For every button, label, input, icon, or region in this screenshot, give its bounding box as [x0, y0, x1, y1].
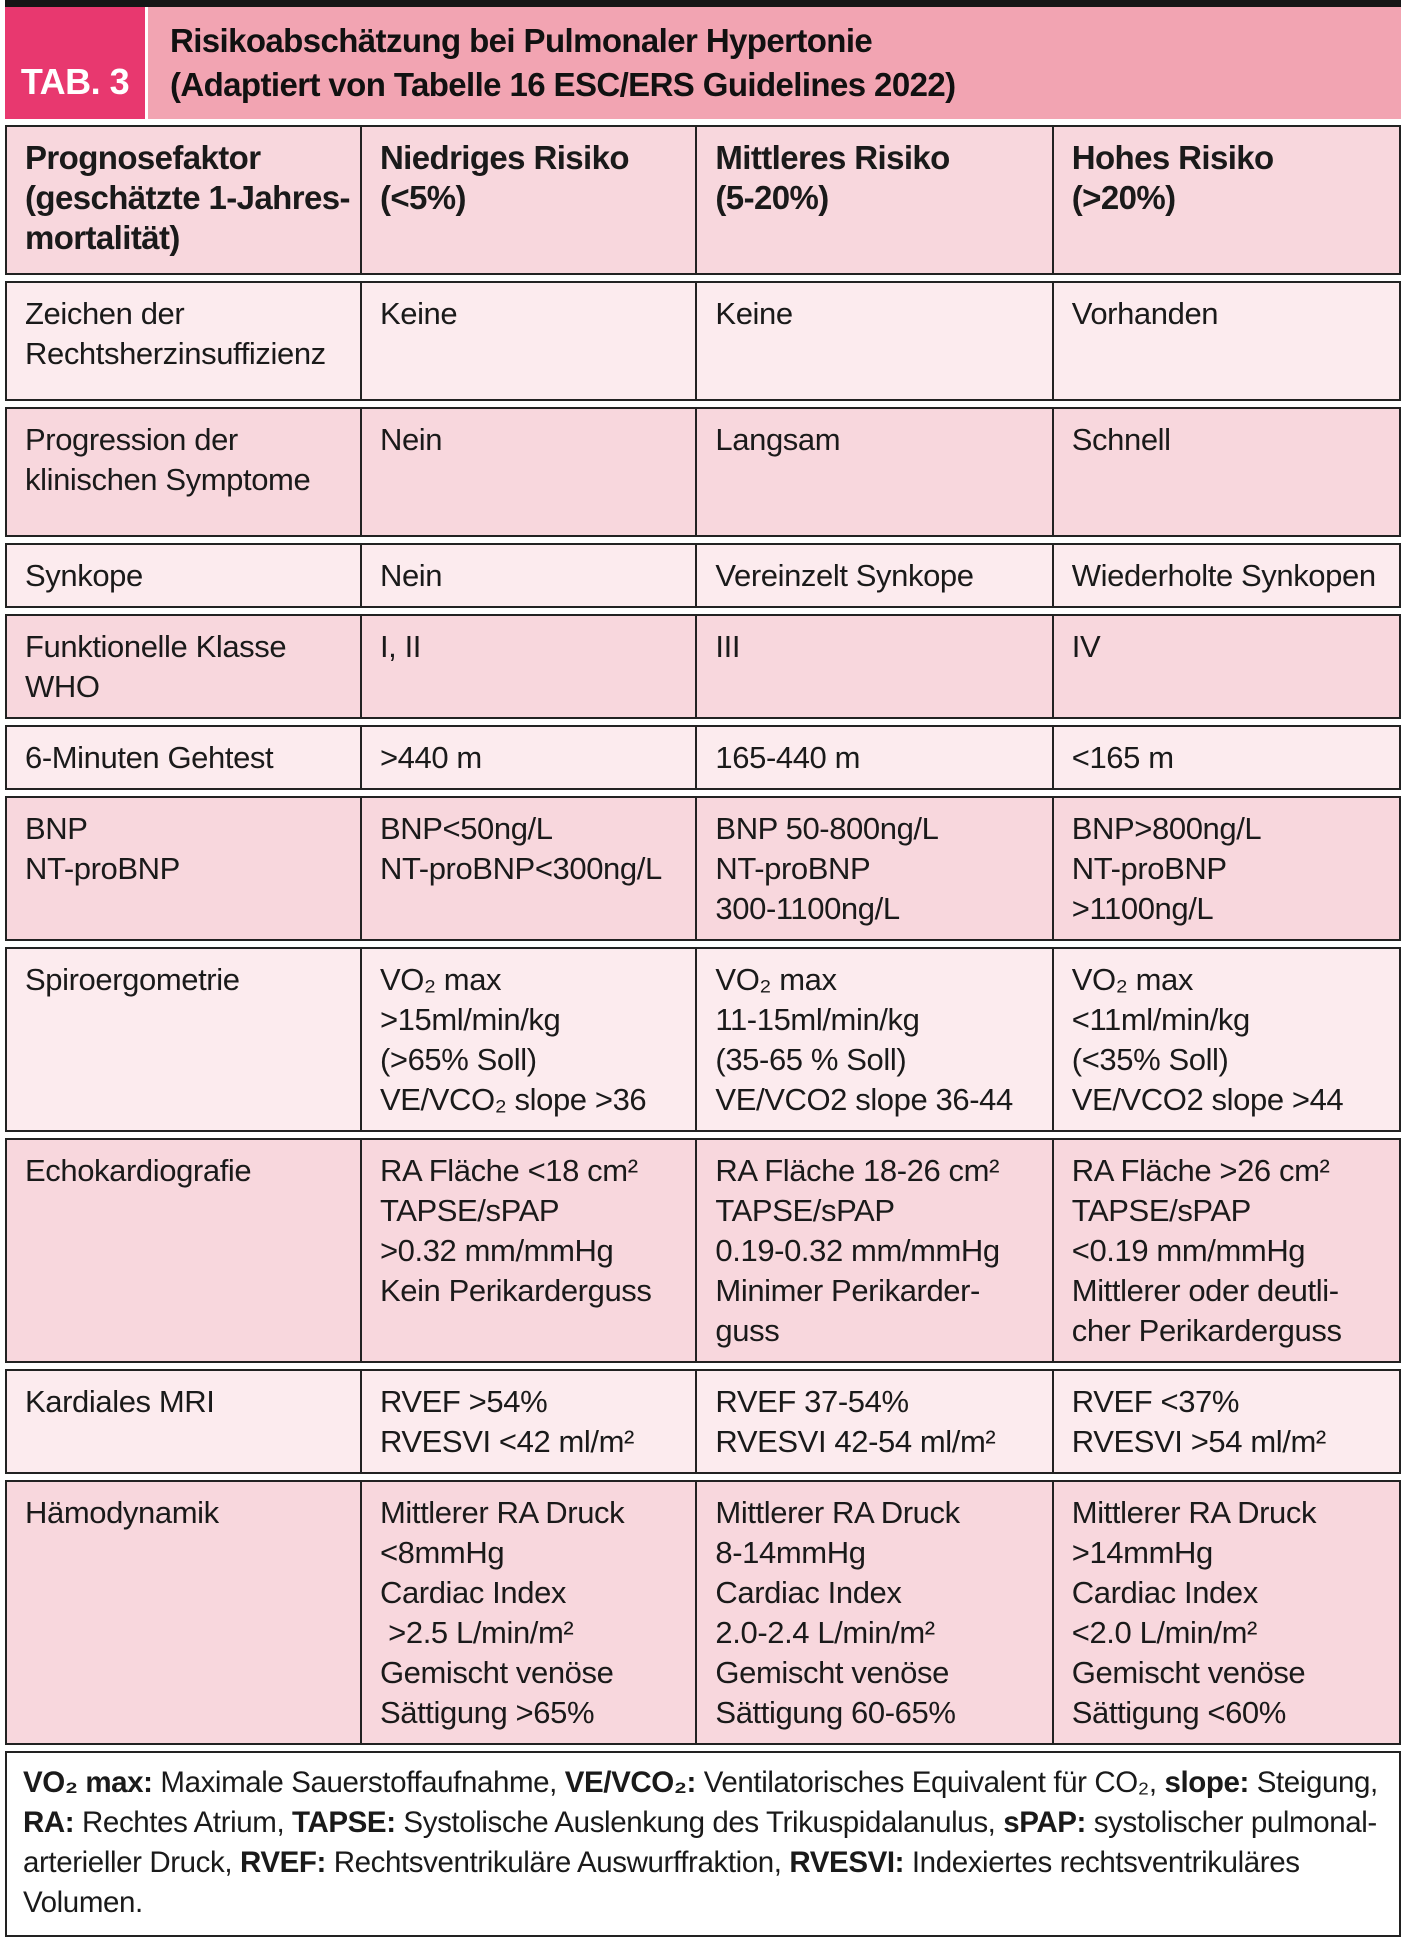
cell-line: RA Fläche <18 cm² [379, 1153, 638, 1188]
mid-risk-cell [697, 949, 1053, 1130]
high-risk-cell [1054, 283, 1399, 399]
cell-line: <8mmHg [379, 1535, 505, 1570]
table-row [5, 947, 1401, 1132]
cell-line: Funktionelle Klasse [25, 629, 287, 664]
low-risk-cell [362, 409, 697, 535]
cell-line: Nein [379, 422, 443, 457]
cell-line: Langsam [715, 422, 841, 457]
table-row [5, 543, 1401, 608]
cell-line: Sättigung 60-65% [715, 1695, 956, 1730]
cell-line: Kardiales MRI [25, 1384, 215, 1419]
risk-table [5, 125, 1401, 1745]
column-header-row [5, 125, 1401, 275]
header-low-risk-cell [362, 127, 697, 273]
factor-cell [7, 545, 362, 606]
cell-line: Hohes Risiko [1071, 139, 1274, 176]
cell-line: Sättigung <60% [1071, 1695, 1286, 1730]
cell-line: NT-proBNP [715, 851, 871, 886]
mid-risk-cell [697, 1482, 1053, 1743]
cell-line: Cardiac Index [715, 1575, 902, 1610]
high-risk-cell [1054, 616, 1399, 717]
abbreviation-definition: Rechtes Atrium, [74, 1806, 293, 1839]
cell-line: Rechtsherzinsuffizienz [25, 336, 326, 371]
cell-line: >440 m [379, 740, 482, 775]
cell-line: Spiroergometrie [25, 962, 240, 997]
high-risk-cell [1054, 1482, 1399, 1743]
cell-line: BNP [25, 811, 88, 846]
mid-risk-cell [697, 798, 1053, 939]
cell-line: 0.19-0.32 mm/mmHg [715, 1233, 1000, 1268]
high-risk-cell [1054, 409, 1399, 535]
cell-line: NT-proBNP<300ng/L [379, 851, 662, 886]
cell-line: Cardiac Index [379, 1575, 567, 1610]
abbreviation-term: RA: [23, 1806, 75, 1839]
cell-line: 11-15ml/min/kg [715, 1002, 920, 1037]
cell-line: RVESVI <42 ml/m² [379, 1424, 634, 1459]
abbreviation-definition: systolischer pulmonal-arterieller Druck, [23, 1806, 1377, 1879]
cell-line: BNP<50ng/L [379, 811, 553, 846]
table-number-label: TAB. 3 [20, 61, 130, 102]
factor-cell [7, 727, 362, 788]
cell-line: <11ml/min/kg [1071, 1002, 1250, 1037]
cell-line: Prognosefaktor [25, 139, 261, 176]
factor-cell [7, 283, 362, 399]
cell-line: Schnell [1071, 422, 1171, 457]
table-row [5, 1480, 1401, 1745]
cell-line: (<5%) [379, 179, 466, 216]
high-risk-cell [1054, 949, 1399, 1130]
mid-risk-cell [697, 283, 1053, 399]
cell-line: RA Fläche >26 cm² [1071, 1153, 1330, 1188]
cell-line: RA Fläche 18-26 cm² [715, 1153, 999, 1188]
table-row [5, 407, 1401, 537]
cell-line: Synkope [25, 558, 143, 593]
abbreviation-term: RVESVI: [789, 1846, 905, 1879]
cell-line: Nein [379, 558, 443, 593]
cell-line: Vereinzelt Synkope [715, 558, 974, 593]
cell-line: NT-proBNP [1071, 851, 1227, 886]
table-row [5, 1138, 1401, 1363]
cell-line: RVEF 37-54% [715, 1384, 909, 1419]
cell-line: Zeichen der [25, 296, 185, 331]
abbreviation-definition: Ventilatorisches Equivalent für CO₂, [695, 1766, 1165, 1799]
table-row [5, 1369, 1401, 1474]
cell-line: 6-Minuten Gehtest [25, 740, 274, 775]
cell-line: TAPSE/sPAP [1071, 1193, 1251, 1228]
table-row [5, 725, 1401, 790]
cell-line: Gemischt venöse [1071, 1655, 1306, 1690]
cell-line: klinischen Symptome [25, 462, 311, 497]
mid-risk-cell [697, 1371, 1053, 1472]
cell-line: mortalität) [25, 219, 180, 256]
cell-line: VO₂ max [715, 962, 837, 997]
abbreviation-term: VE/VCO₂: [564, 1766, 696, 1799]
cell-line: Cardiac Index [1071, 1575, 1258, 1610]
low-risk-cell [362, 283, 697, 399]
abbreviation-definition: Systolische Auslenkung des Trikuspidalanulus, [395, 1806, 1004, 1839]
cell-line: Vorhanden [1071, 296, 1219, 331]
table-title-line1: Risikoabschätzung bei Pulmonaler Hypertonie [170, 22, 873, 59]
table-header-band [5, 7, 1401, 119]
low-risk-cell [362, 1482, 697, 1743]
cell-line: VO₂ max [379, 962, 502, 997]
cell-line: Echokardiografie [25, 1153, 252, 1188]
abbreviation-term: TAPSE: [292, 1806, 396, 1839]
table-title-block [148, 7, 1401, 119]
abbreviation-definition: Indexiertes rechtsventrikuläres Volumen. [23, 1846, 1300, 1919]
cell-line: III [715, 629, 741, 664]
cell-line: TAPSE/sPAP [715, 1193, 895, 1228]
cell-line: (>65% Soll) [379, 1042, 537, 1077]
cell-line: 8-14mmHg [715, 1535, 866, 1570]
high-risk-cell [1054, 545, 1399, 606]
cell-line: Minimer Perikarder- [715, 1273, 980, 1308]
factor-cell [7, 409, 362, 535]
cell-line: >1100ng/L [1071, 891, 1214, 926]
high-risk-cell [1054, 727, 1399, 788]
cell-line: Mittlerer RA Druck [1071, 1495, 1317, 1530]
abbreviation-term: sPAP: [1003, 1806, 1086, 1839]
mid-risk-cell [697, 1140, 1053, 1361]
cell-line: NT-proBNP [25, 851, 180, 886]
header-high-risk-cell [1054, 127, 1399, 273]
abbreviation-footnote [5, 1751, 1401, 1937]
mid-risk-cell [697, 727, 1053, 788]
cell-line: (35-65 % Soll) [715, 1042, 907, 1077]
table-title-line2: (Adaptiert von Tabelle 16 ESC/ERS Guidelines 2022) [170, 66, 956, 103]
cell-line: RVEF >54% [379, 1384, 548, 1419]
header-factor-cell [7, 127, 362, 273]
abbreviation-term: RVEF: [239, 1846, 326, 1879]
cell-line: Niedriges Risiko [379, 139, 629, 176]
mid-risk-cell [697, 409, 1053, 535]
cell-line: Keine [379, 296, 458, 331]
cell-line: >14mmHg [1071, 1535, 1213, 1570]
low-risk-cell [362, 616, 697, 717]
cell-line: BNP 50-800ng/L [715, 811, 939, 846]
cell-line: TAPSE/sPAP [379, 1193, 560, 1228]
cell-line: BNP>800ng/L [1071, 811, 1262, 846]
low-risk-cell [362, 1140, 697, 1361]
abbreviation-definition: Steigung, [1248, 1766, 1378, 1799]
low-risk-cell [362, 545, 697, 606]
cell-line: Mittlerer oder deutli- [1071, 1273, 1339, 1308]
cell-line: >0.32 mm/mmHg [379, 1233, 614, 1268]
high-risk-cell [1054, 1140, 1399, 1361]
cell-line: Mittlerer RA Druck [379, 1495, 625, 1530]
factor-cell [7, 798, 362, 939]
cell-line: Progression der [25, 422, 238, 457]
cell-line: Keine [715, 296, 793, 331]
cell-line: 165-440 m [715, 740, 861, 775]
table-row [5, 281, 1401, 401]
cell-line: >15ml/min/kg [379, 1002, 561, 1037]
cell-line: I, II [379, 629, 422, 664]
cell-line: Mittleres Risiko [715, 139, 950, 176]
cell-line: RVESVI 42-54 ml/m² [715, 1424, 996, 1459]
mid-risk-cell [697, 616, 1053, 717]
cell-line: 300-1100ng/L [715, 891, 900, 926]
high-risk-cell [1054, 1371, 1399, 1472]
cell-line: Mittlerer RA Druck [715, 1495, 960, 1530]
cell-line: 2.0-2.4 L/min/m² [715, 1615, 935, 1650]
cell-line: Sättigung >65% [379, 1695, 595, 1730]
cell-line: RVESVI >54 ml/m² [1071, 1424, 1326, 1459]
mid-risk-cell [697, 545, 1053, 606]
abbreviation-definition: Rechtsventrikuläre Auswurffraktion, [325, 1846, 790, 1879]
cell-line: guss [715, 1313, 780, 1348]
cell-line: Hämodynamik [25, 1495, 219, 1530]
cell-line: VE/VCO₂ slope >36 [379, 1082, 647, 1117]
factor-cell [7, 616, 362, 717]
low-risk-cell [362, 798, 697, 939]
cell-line: RVEF <37% [1071, 1384, 1240, 1419]
factor-cell [7, 1140, 362, 1361]
cell-line: (geschätzte 1-Jahres- [25, 179, 350, 216]
factor-cell [7, 1482, 362, 1743]
cell-line: Wiederholte Synkopen [1071, 558, 1376, 593]
abbreviation-term: VO₂ max: [23, 1766, 153, 1799]
cell-line: <165 m [1071, 740, 1174, 775]
top-black-bar [5, 0, 1401, 7]
cell-line: VE/VCO2 slope 36-44 [715, 1082, 1013, 1117]
table-row [5, 614, 1401, 719]
cell-line: cher Perikarderguss [1071, 1313, 1342, 1348]
cell-line: Gemischt venöse [379, 1655, 614, 1690]
factor-cell [7, 1371, 362, 1472]
cell-line: VO₂ max [1071, 962, 1193, 997]
cell-line: IV [1071, 629, 1101, 664]
cell-line: VE/VCO2 slope >44 [1071, 1082, 1344, 1117]
header-mid-risk-cell [697, 127, 1053, 273]
low-risk-cell [362, 1371, 697, 1472]
low-risk-cell [362, 949, 697, 1130]
table-row [5, 796, 1401, 941]
cell-line: WHO [25, 669, 100, 704]
table-number-badge [5, 7, 145, 119]
factor-cell [7, 949, 362, 1130]
low-risk-cell [362, 727, 697, 788]
cell-line: Gemischt venöse [715, 1655, 949, 1690]
abbreviation-definition: Maximale Sauerstoffaufnahme, [152, 1766, 565, 1799]
abbreviation-term: slope: [1164, 1766, 1249, 1799]
cell-line: <2.0 L/min/m² [1071, 1615, 1257, 1650]
cell-line: <0.19 mm/mmHg [1071, 1233, 1306, 1268]
cell-line: >2.5 L/min/m² [379, 1615, 574, 1650]
cell-line: Kein Perikarderguss [379, 1273, 652, 1308]
cell-line: (<35% Soll) [1071, 1042, 1229, 1077]
high-risk-cell [1054, 798, 1399, 939]
cell-line: (>20%) [1071, 179, 1176, 216]
cell-line: (5-20%) [715, 179, 829, 216]
